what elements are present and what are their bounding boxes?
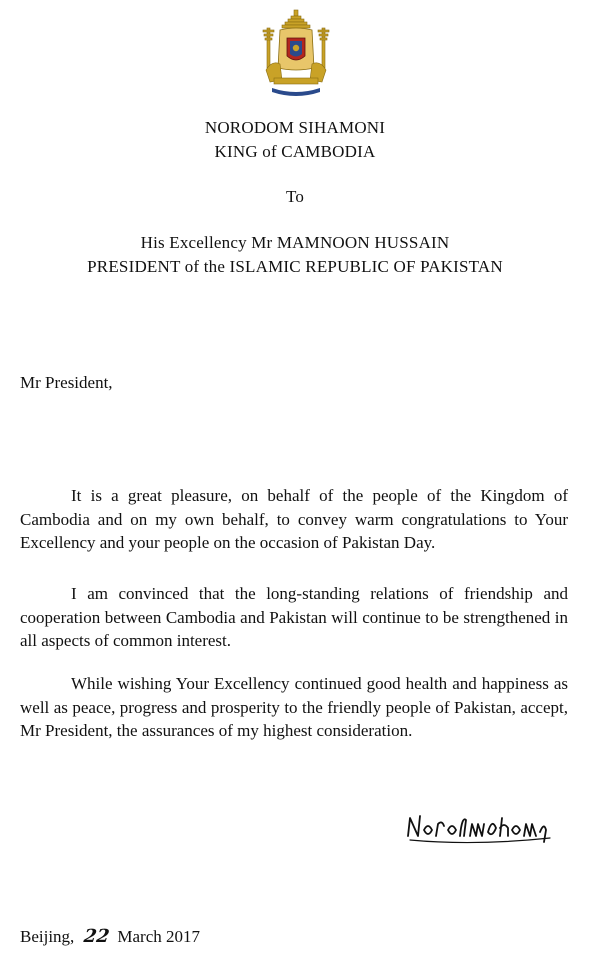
- sender-name: NORODOM SIHAMONI: [204, 118, 386, 137]
- closing-line: [20, 926, 200, 948]
- salutation: Mr President,: [20, 373, 113, 392]
- closing-place: Beijing,: [20, 927, 75, 946]
- paragraph-relations: I am convinced that the long-standing relations of friendship and cooperation between Cambodia and Pakistan will continue to be strengthened in all aspects of common interest.: [20, 584, 568, 650]
- paragraph-congratulations: It is a great pleasure, on behalf of the people of the Kingdom of Cambodia and on my own behalf, to convey warm congratulations to Your Excellency and your people on the occasion of Pakistan Day.: [20, 486, 568, 552]
- paragraph-wishes: While wishing Your Excellency continued good health and happiness as well as peace, progress and prosperity to the friendly people of Pakistan, accept, Mr President, the assurances of my highest consideration.: [20, 674, 568, 740]
- closing-month-year: March 2017: [117, 927, 200, 946]
- royal-coat-of-arms-icon: [258, 8, 334, 100]
- recipient-name: His Excellency Mr MAMNOON HUSSAIN: [140, 233, 450, 252]
- to-label: To: [285, 187, 305, 206]
- closing-day-handwritten: 22: [82, 926, 111, 947]
- recipient-title: PRESIDENT of the ISLAMIC REPUBLIC OF PAKISTAN: [87, 257, 503, 276]
- signature-image: [404, 808, 554, 848]
- sender-title: KING of CAMBODIA: [214, 142, 376, 161]
